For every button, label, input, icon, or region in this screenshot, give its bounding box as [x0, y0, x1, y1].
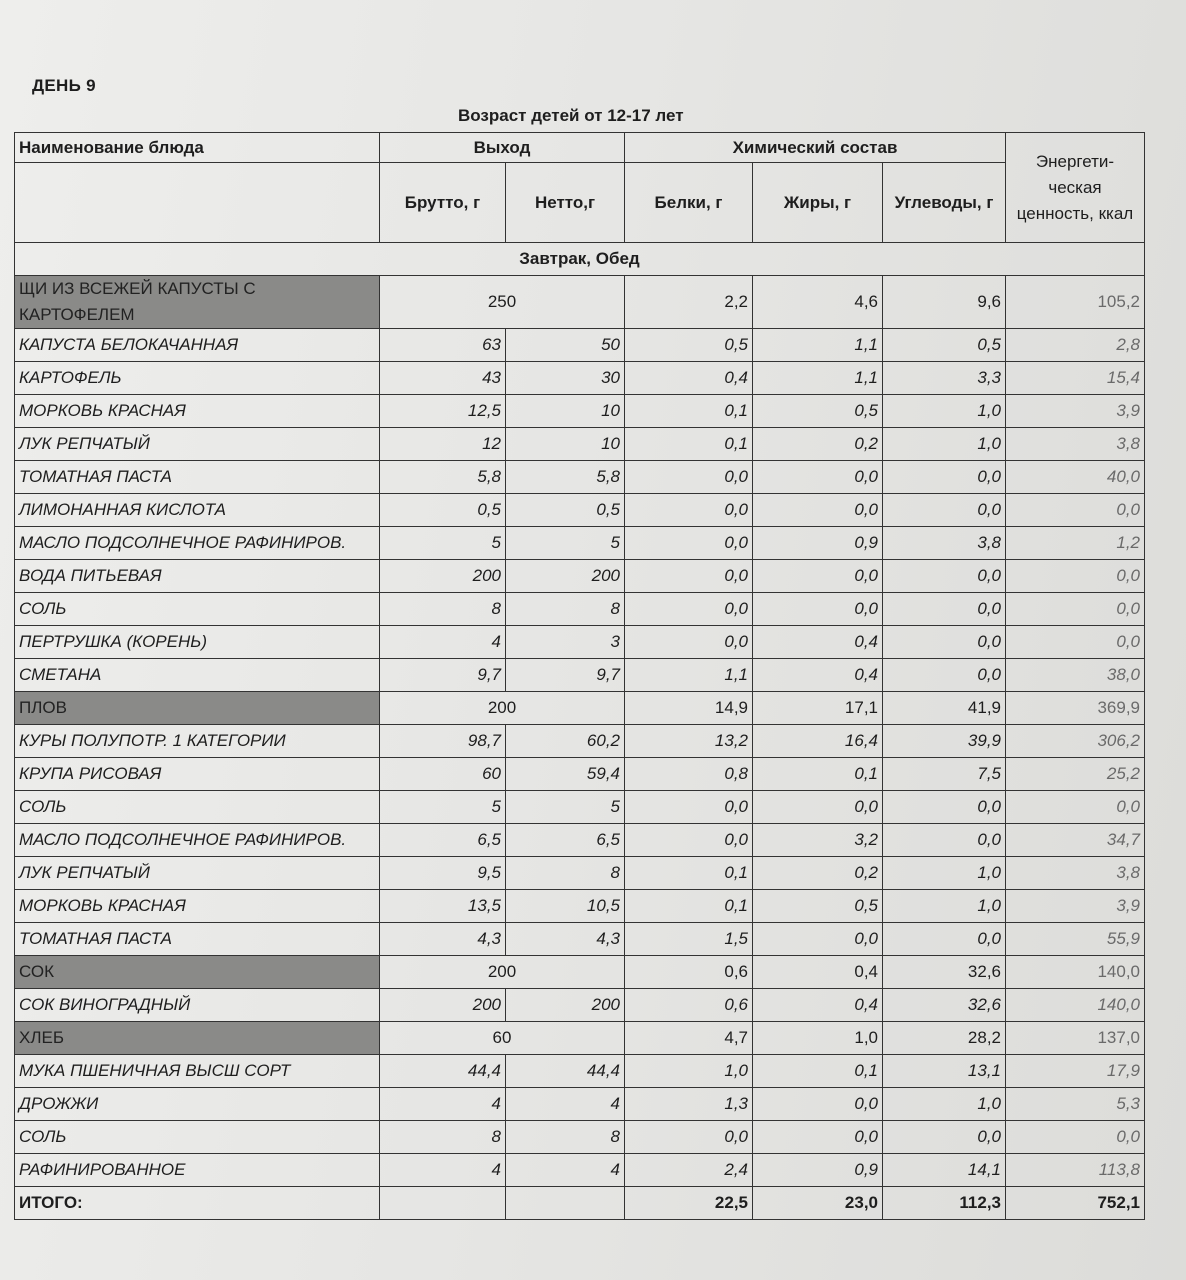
- item-brutto: 43: [380, 362, 506, 395]
- header-protein: Белки, г: [625, 163, 753, 243]
- item-protein: 0,0: [625, 791, 753, 824]
- item-carbs: 1,0: [883, 1088, 1006, 1121]
- item-brutto: 4,3: [380, 923, 506, 956]
- item-energy: 34,7: [1006, 824, 1145, 857]
- item-protein: 1,1: [625, 659, 753, 692]
- item-carbs: 0,0: [883, 461, 1006, 494]
- item-energy: 3,9: [1006, 890, 1145, 923]
- item-fat: 0,4: [753, 956, 883, 989]
- item-energy: 1,2: [1006, 527, 1145, 560]
- item-brutto: 9,5: [380, 857, 506, 890]
- item-energy: 38,0: [1006, 659, 1145, 692]
- header-blank: [15, 163, 380, 243]
- item-netto: 8: [506, 593, 625, 626]
- item-name: МОРКОВЬ КРАСНАЯ: [15, 395, 380, 428]
- item-name: ТОМАТНАЯ ПАСТА: [15, 923, 380, 956]
- dish-row: [15, 276, 1145, 329]
- item-fat: 0,4: [753, 989, 883, 1022]
- item-protein: 0,0: [625, 626, 753, 659]
- item-name: МАСЛО ПОДСОЛНЕЧНОЕ РАФИНИРОВ.: [15, 527, 380, 560]
- item-energy: 140,0: [1006, 956, 1145, 989]
- item-fat: 0,5: [753, 890, 883, 923]
- item-name: КУРЫ ПОЛУПОТР. 1 КАТЕГОРИИ: [15, 725, 380, 758]
- item-brutto: 12: [380, 428, 506, 461]
- item-carbs: 28,2: [883, 1022, 1006, 1055]
- item-netto: 10: [506, 395, 625, 428]
- item-name: МОРКОВЬ КРАСНАЯ: [15, 890, 380, 923]
- item-energy: 0,0: [1006, 1121, 1145, 1154]
- ingredient-row: [15, 560, 1145, 593]
- item-protein: 0,0: [625, 527, 753, 560]
- item-energy: 113,8: [1006, 1154, 1145, 1187]
- item-name: МАСЛО ПОДСОЛНЕЧНОЕ РАФИНИРОВ.: [15, 824, 380, 857]
- item-carbs: 14,1: [883, 1154, 1006, 1187]
- item-carbs: 0,0: [883, 659, 1006, 692]
- ingredient-row: [15, 593, 1145, 626]
- item-protein: 0,4: [625, 362, 753, 395]
- item-netto: 10,5: [506, 890, 625, 923]
- header-output: Выход: [380, 133, 625, 163]
- ingredient-row: [15, 1088, 1145, 1121]
- header-netto: Нетто,г: [506, 163, 625, 243]
- ingredient-row: [15, 725, 1145, 758]
- item-fat: 0,0: [753, 791, 883, 824]
- item-brutto: 0,5: [380, 494, 506, 527]
- item-name: ДРОЖЖИ: [15, 1088, 380, 1121]
- age-group-title: Возраст детей от 12-17 лет: [458, 106, 684, 125]
- item-fat: 3,2: [753, 824, 883, 857]
- item-carbs: 1,0: [883, 428, 1006, 461]
- item-fat: 0,4: [753, 659, 883, 692]
- ingredient-row: [15, 923, 1145, 956]
- ingredient-row: [15, 758, 1145, 791]
- item-netto: 10: [506, 428, 625, 461]
- item-netto: 8: [506, 857, 625, 890]
- ingredient-row: [15, 395, 1145, 428]
- item-brutto: 5,8: [380, 461, 506, 494]
- ingredient-row: [15, 659, 1145, 692]
- item-carbs: 1,0: [883, 857, 1006, 890]
- item-brutto: 13,5: [380, 890, 506, 923]
- item-fat: 0,0: [753, 461, 883, 494]
- item-protein: 0,0: [625, 593, 753, 626]
- item-netto: 5: [506, 791, 625, 824]
- item-carbs: 0,0: [883, 1121, 1006, 1154]
- item-name: СОК: [15, 956, 380, 989]
- item-brutto: 98,7: [380, 725, 506, 758]
- total-brutto: [380, 1187, 506, 1220]
- total-label: ИТОГО:: [15, 1187, 380, 1220]
- item-name: ХЛЕБ: [15, 1022, 380, 1055]
- item-protein: 0,0: [625, 1121, 753, 1154]
- item-energy: 40,0: [1006, 461, 1145, 494]
- item-energy: 0,0: [1006, 560, 1145, 593]
- item-name: СОЛЬ: [15, 1121, 380, 1154]
- ingredient-row: [15, 626, 1145, 659]
- ingredient-row: [15, 857, 1145, 890]
- item-brutto: 4: [380, 1088, 506, 1121]
- header-energy: Энергети-ческая ценность, ккал: [1006, 133, 1145, 243]
- item-energy: 140,0: [1006, 989, 1145, 1022]
- ingredient-row: [15, 791, 1145, 824]
- item-carbs: 13,1: [883, 1055, 1006, 1088]
- total-fat: 23,0: [753, 1187, 883, 1220]
- item-brutto: 200: [380, 560, 506, 593]
- ingredient-row: [15, 329, 1145, 362]
- header-fat: Жиры, г: [753, 163, 883, 243]
- item-name: СОК ВИНОГРАДНЫЙ: [15, 989, 380, 1022]
- item-energy: 15,4: [1006, 362, 1145, 395]
- item-brutto: 8: [380, 1121, 506, 1154]
- item-carbs: 3,3: [883, 362, 1006, 395]
- item-fat: 0,0: [753, 494, 883, 527]
- item-energy: 0,0: [1006, 626, 1145, 659]
- item-name: КРУПА РИСОВАЯ: [15, 758, 380, 791]
- item-netto: 200: [506, 560, 625, 593]
- item-name: КАПУСТА БЕЛОКАЧАННАЯ: [15, 329, 380, 362]
- total-netto: [506, 1187, 625, 1220]
- total-row: [15, 1187, 1145, 1220]
- item-fat: 0,0: [753, 1088, 883, 1121]
- item-brutto: 44,4: [380, 1055, 506, 1088]
- item-name: ПЕРТРУШКА (КОРЕНЬ): [15, 626, 380, 659]
- item-netto: 4: [506, 1088, 625, 1121]
- item-protein: 0,1: [625, 890, 753, 923]
- item-name: СОЛЬ: [15, 791, 380, 824]
- dish-output: 60: [380, 1022, 625, 1055]
- item-netto: 30: [506, 362, 625, 395]
- item-carbs: 0,0: [883, 824, 1006, 857]
- item-protein: 0,6: [625, 989, 753, 1022]
- item-fat: 16,4: [753, 725, 883, 758]
- item-name: ЛУК РЕПЧАТЫЙ: [15, 857, 380, 890]
- item-energy: 0,0: [1006, 593, 1145, 626]
- item-netto: 50: [506, 329, 625, 362]
- item-carbs: 1,0: [883, 395, 1006, 428]
- item-fat: 0,0: [753, 560, 883, 593]
- item-name: ТОМАТНАЯ ПАСТА: [15, 461, 380, 494]
- item-netto: 3: [506, 626, 625, 659]
- item-carbs: 0,0: [883, 626, 1006, 659]
- ingredient-row: [15, 824, 1145, 857]
- item-fat: 0,9: [753, 527, 883, 560]
- item-protein: 0,0: [625, 560, 753, 593]
- item-carbs: 32,6: [883, 989, 1006, 1022]
- item-fat: 0,9: [753, 1154, 883, 1187]
- item-protein: 0,1: [625, 395, 753, 428]
- item-brutto: 5: [380, 527, 506, 560]
- ingredient-row: [15, 1154, 1145, 1187]
- item-netto: 4,3: [506, 923, 625, 956]
- item-carbs: 7,5: [883, 758, 1006, 791]
- item-protein: 14,9: [625, 692, 753, 725]
- item-fat: 0,0: [753, 593, 883, 626]
- ingredient-row: [15, 428, 1145, 461]
- item-netto: 0,5: [506, 494, 625, 527]
- item-brutto: 9,7: [380, 659, 506, 692]
- item-energy: 137,0: [1006, 1022, 1145, 1055]
- item-netto: 5: [506, 527, 625, 560]
- menu-table: [14, 132, 1145, 1220]
- item-fat: 0,4: [753, 626, 883, 659]
- item-fat: 0,2: [753, 428, 883, 461]
- item-name: МУКА ПШЕНИЧНАЯ ВЫСШ СОРТ: [15, 1055, 380, 1088]
- item-protein: 2,4: [625, 1154, 753, 1187]
- item-energy: 105,2: [1006, 276, 1145, 329]
- item-protein: 0,6: [625, 956, 753, 989]
- item-netto: 200: [506, 989, 625, 1022]
- item-name: ВОДА ПИТЬЕВАЯ: [15, 560, 380, 593]
- item-carbs: 9,6: [883, 276, 1006, 329]
- item-brutto: 6,5: [380, 824, 506, 857]
- item-netto: 9,7: [506, 659, 625, 692]
- item-name: СОЛЬ: [15, 593, 380, 626]
- item-protein: 1,0: [625, 1055, 753, 1088]
- item-fat: 1,1: [753, 329, 883, 362]
- item-energy: 0,0: [1006, 791, 1145, 824]
- item-name: ЛУК РЕПЧАТЫЙ: [15, 428, 380, 461]
- item-protein: 0,8: [625, 758, 753, 791]
- dish-output: 250: [380, 276, 625, 329]
- item-energy: 55,9: [1006, 923, 1145, 956]
- item-carbs: 1,0: [883, 890, 1006, 923]
- menu-table-body: [15, 276, 1145, 1187]
- item-fat: 0,1: [753, 758, 883, 791]
- total-energy: 752,1: [1006, 1187, 1145, 1220]
- item-energy: 2,8: [1006, 329, 1145, 362]
- item-netto: 60,2: [506, 725, 625, 758]
- item-fat: 4,6: [753, 276, 883, 329]
- item-energy: 3,9: [1006, 395, 1145, 428]
- item-fat: 0,0: [753, 1121, 883, 1154]
- item-brutto: 8: [380, 593, 506, 626]
- dish-row: [15, 956, 1145, 989]
- item-protein: 13,2: [625, 725, 753, 758]
- item-energy: 25,2: [1006, 758, 1145, 791]
- item-brutto: 60: [380, 758, 506, 791]
- total-carbs: 112,3: [883, 1187, 1006, 1220]
- ingredient-row: [15, 461, 1145, 494]
- item-brutto: 63: [380, 329, 506, 362]
- item-carbs: 0,0: [883, 593, 1006, 626]
- header-carbs: Углеводы, г: [883, 163, 1006, 243]
- ingredient-row: [15, 890, 1145, 923]
- day-title: ДЕНЬ 9: [32, 76, 96, 95]
- dish-row: [15, 692, 1145, 725]
- ingredient-row: [15, 1121, 1145, 1154]
- dish-output: 200: [380, 956, 625, 989]
- item-energy: 5,3: [1006, 1088, 1145, 1121]
- item-energy: 306,2: [1006, 725, 1145, 758]
- item-energy: 3,8: [1006, 857, 1145, 890]
- dish-output: 200: [380, 692, 625, 725]
- header-chemical-composition: Химический состав: [625, 133, 1006, 163]
- header-brutto: Брутто, г: [380, 163, 506, 243]
- item-carbs: 39,9: [883, 725, 1006, 758]
- item-netto: 44,4: [506, 1055, 625, 1088]
- item-brutto: 4: [380, 1154, 506, 1187]
- item-brutto: 5: [380, 791, 506, 824]
- item-carbs: 3,8: [883, 527, 1006, 560]
- item-protein: 0,0: [625, 461, 753, 494]
- item-fat: 0,0: [753, 923, 883, 956]
- item-protein: 2,2: [625, 276, 753, 329]
- ingredient-row: [15, 494, 1145, 527]
- item-energy: 0,0: [1006, 494, 1145, 527]
- item-name: ЩИ ИЗ ВСЕЖЕЙ КАПУСТЫ С КАРТОФЕЛЕМ: [15, 276, 380, 329]
- item-carbs: 0,0: [883, 560, 1006, 593]
- item-carbs: 32,6: [883, 956, 1006, 989]
- item-protein: 1,3: [625, 1088, 753, 1121]
- item-carbs: 0,0: [883, 923, 1006, 956]
- item-netto: 4: [506, 1154, 625, 1187]
- item-protein: 0,5: [625, 329, 753, 362]
- ingredient-row: [15, 527, 1145, 560]
- item-protein: 1,5: [625, 923, 753, 956]
- item-carbs: 0,0: [883, 791, 1006, 824]
- total-protein: 22,5: [625, 1187, 753, 1220]
- item-energy: 17,9: [1006, 1055, 1145, 1088]
- item-protein: 0,0: [625, 824, 753, 857]
- item-name: РАФИНИРОВАННОЕ: [15, 1154, 380, 1187]
- item-name: СМЕТАНА: [15, 659, 380, 692]
- item-energy: 3,8: [1006, 428, 1145, 461]
- item-name: ЛИМОНАННАЯ КИСЛОТА: [15, 494, 380, 527]
- item-brutto: 12,5: [380, 395, 506, 428]
- header-dish-name: Наименование блюда: [15, 133, 380, 163]
- ingredient-row: [15, 1055, 1145, 1088]
- item-netto: 5,8: [506, 461, 625, 494]
- item-protein: 0,1: [625, 857, 753, 890]
- item-netto: 6,5: [506, 824, 625, 857]
- item-netto: 59,4: [506, 758, 625, 791]
- ingredient-row: [15, 362, 1145, 395]
- item-carbs: 0,5: [883, 329, 1006, 362]
- item-protein: 4,7: [625, 1022, 753, 1055]
- section-title: Завтрак, Обед: [15, 243, 1145, 276]
- ingredient-row: [15, 989, 1145, 1022]
- item-fat: 1,0: [753, 1022, 883, 1055]
- item-name: КАРТОФЕЛЬ: [15, 362, 380, 395]
- item-brutto: 200: [380, 989, 506, 1022]
- item-fat: 0,2: [753, 857, 883, 890]
- item-protein: 0,0: [625, 494, 753, 527]
- item-fat: 0,1: [753, 1055, 883, 1088]
- item-fat: 0,5: [753, 395, 883, 428]
- item-carbs: 0,0: [883, 494, 1006, 527]
- item-name: ПЛОВ: [15, 692, 380, 725]
- item-fat: 1,1: [753, 362, 883, 395]
- item-fat: 17,1: [753, 692, 883, 725]
- dish-row: [15, 1022, 1145, 1055]
- item-energy: 369,9: [1006, 692, 1145, 725]
- item-carbs: 41,9: [883, 692, 1006, 725]
- item-brutto: 4: [380, 626, 506, 659]
- item-netto: 8: [506, 1121, 625, 1154]
- item-protein: 0,1: [625, 428, 753, 461]
